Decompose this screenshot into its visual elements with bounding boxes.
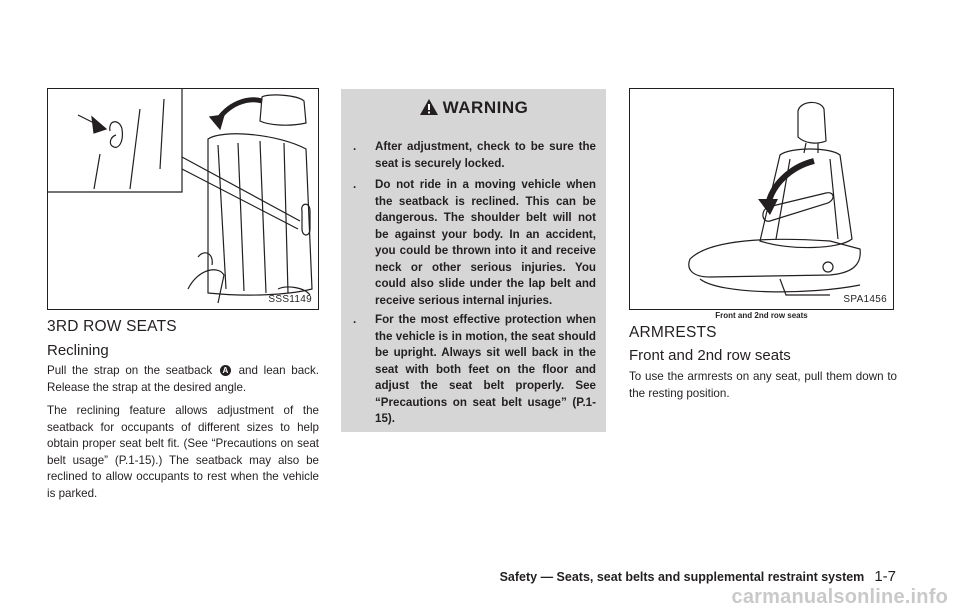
bullet: . (353, 313, 357, 326)
reclining-feature-description: The reclining feature allows adjustment of the seatback for occupants of different sizes to help obtain proper seat belt fit. (See “Precautions on seat belt usage” (P.1-15).) The seatback may also be reclined to allow occupants to rest when the vehicle is parked. (47, 404, 319, 500)
callout-a-icon: A (220, 365, 231, 376)
bullet: . (353, 178, 357, 191)
figure-code: SSS1149 (268, 294, 312, 305)
reclining-instructions-end: and lean back. Release the strap at the desired angle. (47, 364, 319, 394)
warning-item-text: For the most effective protection when the vehicle is in motion, the seat should be upright. Always sit well back in the seat with both feet on the floor and adjust the seat belt properly. See “Precautions on seat belt usage” (P.1-15). (375, 313, 596, 425)
reclining-instructions (47, 363, 319, 396)
subsection-title-front-2nd-row: Front and 2nd row seats (629, 347, 791, 364)
warning-title: WARNING (442, 98, 529, 117)
warning-item-text: After adjustment, check to be sure the seat is securely locked. (375, 140, 596, 170)
warning-item (353, 139, 596, 172)
watermark: carmanualsonline.info (731, 586, 948, 608)
footer-section-title: Safety — Seats, seat belts and supplemental restraint system (499, 570, 865, 584)
page-number: 1-7 (874, 568, 896, 585)
subsection-title-reclining: Reclining (47, 342, 109, 359)
warning-item (353, 177, 596, 309)
section-title-3rd-row-seats: 3RD ROW SEATS (47, 318, 177, 335)
figure-code: SPA1456 (843, 294, 887, 305)
seatback-strap-figure (47, 88, 319, 310)
warning-item-text: Do not ride in a moving vehicle when the seatback is reclined. This can be dangerous. The shoulder belt will not be against your body. In an accident, you could be thrown into it and receive neck or other serious injuries. You could also slide under the lap belt and receive serious internal injuries. (375, 178, 596, 307)
armrest-figure (629, 88, 894, 310)
armrest-instructions: To use the armrests on any seat, pull them down to the resting position. (629, 370, 897, 400)
warning-header (341, 98, 606, 118)
reclining-instructions-start: Pull the strap on the seatback (47, 364, 213, 377)
page-footer (500, 568, 896, 585)
seatback-strap-illustration (48, 89, 318, 309)
warning-item (353, 312, 596, 428)
figure-caption: Front and 2nd row seats (715, 311, 808, 320)
armrest-seat-illustration (630, 89, 893, 309)
warning-triangle-icon (419, 98, 439, 116)
bullet: . (353, 140, 357, 153)
section-title-armrests: ARMRESTS (629, 324, 717, 341)
warning-box (341, 89, 606, 432)
